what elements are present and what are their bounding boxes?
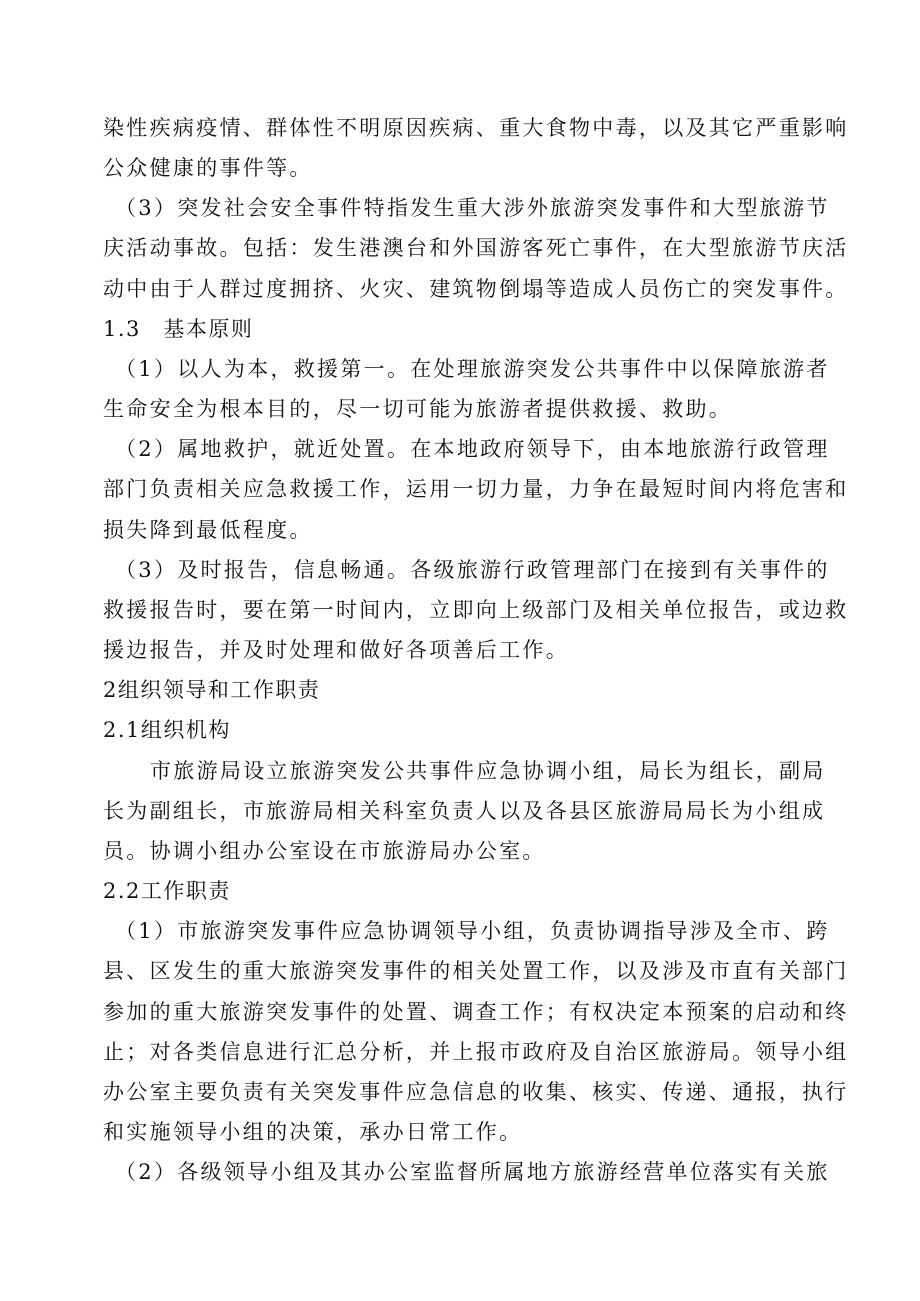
- text-line-8: 生命安全为根本目的，尽一切可能为旅游者提供救援、救助。: [103, 397, 733, 421]
- text-line-9: （2）属地救护，就近处置。在本地政府领导下，由本地旅游行政管理: [115, 437, 830, 461]
- text-line-27: （2）各级领导小组及其办公室监督所属地方旅游经营单位落实有关旅: [115, 1160, 830, 1184]
- text-line-3: （3）突发社会安全事件特指发生重大涉外旅游突发事件和大型旅游节: [115, 196, 830, 220]
- text-line-1: 染性疾病疫情、群体性不明原因疾病、重大食物中毒，以及其它严重影响: [103, 116, 849, 140]
- text-line-26: 和实施领导小组的决策，承办日常工作。: [103, 1120, 523, 1144]
- text-line-11: 损失降到最低程度。: [103, 518, 313, 542]
- text-line-4: 庆活动事故。包括：发生港澳台和外国游客死亡事件，在大型旅游节庆活: [103, 236, 849, 260]
- text-line-7: （1）以人为本，救援第一。在处理旅游突发公共事件中以保障旅游者: [115, 357, 830, 381]
- text-line-2: 公众健康的事件等。: [103, 156, 313, 180]
- text-line-13: 救援报告时，要在第一时间内，立即向上级部门及相关单位报告，或边救: [103, 598, 849, 622]
- text-line-5: 动中由于人群过度拥挤、火灾、建筑物倒塌等造成人员伤亡的突发事件。: [103, 277, 849, 301]
- text-line-19: 员。协调小组办公室设在市旅游局办公室。: [103, 839, 546, 863]
- text-line-10: 部门负责相关应急救援工作，运用一切力量，力争在最短时间内将危害和: [103, 477, 849, 501]
- section-heading-1-3: 1.3 基本原则: [103, 317, 254, 341]
- text-line-18: 长为副组长，市旅游局相关科室负责人以及各县区旅游局局长为小组成: [103, 799, 826, 823]
- text-line-21: （1）市旅游突发事件应急协调领导小组，负责协调指导涉及全市、跨: [115, 919, 830, 943]
- text-line-23: 参加的重大旅游突发事件的处置、调查工作；有权决定本预案的启动和终: [103, 1000, 849, 1024]
- section-heading-2: 2组织领导和工作职责: [103, 678, 321, 702]
- text-line-14: 援边报告，并及时处理和做好各项善后工作。: [103, 638, 569, 662]
- section-heading-2-2: 2.2工作职责: [103, 879, 231, 903]
- text-line-17: 市旅游局设立旅游突发公共事件应急协调小组，局长为组长，副局: [150, 759, 826, 783]
- section-heading-2-1: 2.1组织机构: [103, 718, 231, 742]
- text-line-22: 县、区发生的重大旅游突发事件的相关处置工作，以及涉及市直有关部门: [103, 959, 849, 983]
- text-line-25: 办公室主要负责有关突发事件应急信息的收集、核实、传递、通报，执行: [103, 1080, 849, 1104]
- text-line-24: 止；对各类信息进行汇总分析，并上报市政府及自治区旅游局。领导小组: [103, 1040, 849, 1064]
- text-line-12: （3）及时报告，信息畅通。各级旅游行政管理部门在接到有关事件的: [115, 558, 830, 582]
